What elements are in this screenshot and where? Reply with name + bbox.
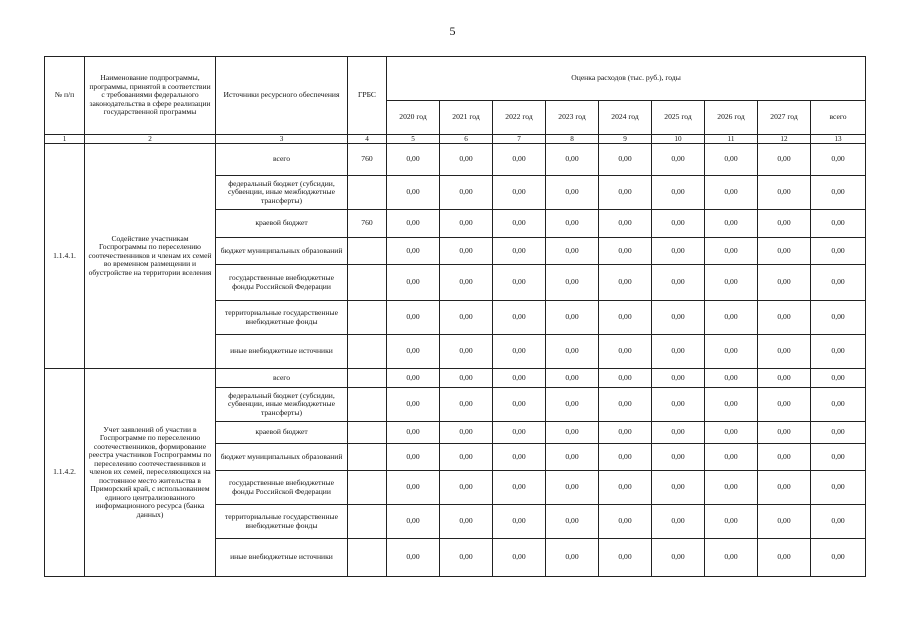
year-value: 0,00 — [387, 301, 440, 335]
year-value: 0,00 — [652, 539, 705, 577]
header-year: 2024 год — [599, 101, 652, 135]
year-value: 0,00 — [652, 471, 705, 505]
header-year: 2023 год — [546, 101, 599, 135]
year-value: 0,00 — [652, 335, 705, 369]
year-value: 0,00 — [493, 176, 546, 210]
year-value: 0,00 — [493, 301, 546, 335]
year-value: 0,00 — [758, 388, 811, 422]
total-value: 0,00 — [811, 388, 866, 422]
year-value: 0,00 — [705, 369, 758, 388]
grbs-code — [348, 471, 387, 505]
funding-source: федеральный бюджет (субсидии, субвенции, иные межбюджетные трансферты) — [216, 388, 348, 422]
year-value: 0,00 — [758, 176, 811, 210]
funding-source: территориальные государственные внебюджетные фонды — [216, 505, 348, 539]
year-value: 0,00 — [493, 388, 546, 422]
year-value: 0,00 — [599, 539, 652, 577]
year-value: 0,00 — [705, 238, 758, 265]
header-estimate: Оценка расходов (тыс. руб.), годы — [387, 57, 866, 101]
header-name: Наименование подпрограммы, программы, принятой в соответствии с требованиями федерального законодательства в сфере реализации государственной программы — [85, 57, 216, 135]
year-value: 0,00 — [546, 369, 599, 388]
year-value: 0,00 — [652, 422, 705, 444]
total-value: 0,00 — [811, 539, 866, 577]
year-value: 0,00 — [387, 388, 440, 422]
header-year: 2025 год — [652, 101, 705, 135]
total-value: 0,00 — [811, 265, 866, 301]
grbs-code — [348, 505, 387, 539]
total-value: 0,00 — [811, 176, 866, 210]
total-value: 0,00 — [811, 422, 866, 444]
grbs-code — [348, 335, 387, 369]
year-value: 0,00 — [599, 388, 652, 422]
year-value: 0,00 — [387, 176, 440, 210]
year-value: 0,00 — [440, 388, 493, 422]
year-value: 0,00 — [758, 369, 811, 388]
grbs-code — [348, 238, 387, 265]
year-value: 0,00 — [546, 505, 599, 539]
year-value: 0,00 — [493, 422, 546, 444]
section-name: Учет заявлений об участии в Госпрограмме по переселению соотечественников, формирование реестра участников Госпрограммы по переселению соотечественников и членов их семей, переселяющихся на постоянное место жительства в Приморский край, с использованием единого централизованного информационного ресурса (банка данных) — [85, 369, 216, 577]
year-value: 0,00 — [758, 210, 811, 238]
header-year: 2026 год — [705, 101, 758, 135]
table-row — [45, 144, 866, 176]
year-value: 0,00 — [546, 238, 599, 265]
year-value: 0,00 — [493, 444, 546, 471]
table-body — [45, 144, 866, 577]
year-value: 0,00 — [440, 471, 493, 505]
column-index: 5 — [387, 135, 440, 144]
year-value: 0,00 — [387, 238, 440, 265]
year-value: 0,00 — [652, 505, 705, 539]
year-value: 0,00 — [705, 388, 758, 422]
year-value: 0,00 — [705, 539, 758, 577]
year-value: 0,00 — [705, 265, 758, 301]
year-value: 0,00 — [546, 210, 599, 238]
year-value: 0,00 — [387, 210, 440, 238]
year-value: 0,00 — [758, 444, 811, 471]
column-index: 13 — [811, 135, 866, 144]
grbs-code — [348, 265, 387, 301]
header-year: 2020 год — [387, 101, 440, 135]
year-value: 0,00 — [387, 335, 440, 369]
funding-source: бюджет муниципальных образований — [216, 238, 348, 265]
year-value: 0,00 — [546, 265, 599, 301]
year-value: 0,00 — [387, 144, 440, 176]
column-index: 2 — [85, 135, 216, 144]
year-value: 0,00 — [493, 210, 546, 238]
year-value: 0,00 — [705, 444, 758, 471]
total-value: 0,00 — [811, 444, 866, 471]
year-value: 0,00 — [599, 301, 652, 335]
year-value: 0,00 — [440, 265, 493, 301]
column-index: 1 — [45, 135, 85, 144]
year-value: 0,00 — [387, 471, 440, 505]
total-value: 0,00 — [811, 471, 866, 505]
year-value: 0,00 — [440, 369, 493, 388]
year-value: 0,00 — [705, 301, 758, 335]
column-index: 12 — [758, 135, 811, 144]
year-value: 0,00 — [493, 539, 546, 577]
funding-source: всего — [216, 144, 348, 176]
grbs-code — [348, 444, 387, 471]
year-value: 0,00 — [599, 471, 652, 505]
table-header — [45, 57, 866, 144]
year-value: 0,00 — [440, 301, 493, 335]
funding-source: государственные внебюджетные фонды Российской Федерации — [216, 265, 348, 301]
header-year: 2021 год — [440, 101, 493, 135]
year-value: 0,00 — [652, 210, 705, 238]
year-value: 0,00 — [652, 301, 705, 335]
year-value: 0,00 — [493, 369, 546, 388]
section-code: 1.1.4.1. — [45, 144, 85, 369]
year-value: 0,00 — [493, 505, 546, 539]
header-year: 2022 год — [493, 101, 546, 135]
year-value: 0,00 — [705, 471, 758, 505]
year-value: 0,00 — [387, 369, 440, 388]
year-value: 0,00 — [599, 444, 652, 471]
year-value: 0,00 — [758, 144, 811, 176]
table-row — [45, 369, 866, 388]
section-name: Содействие участникам Госпрограммы по переселению соотечественников и членам их семей во временном размещении и обустройстве на территории вселения — [85, 144, 216, 369]
total-value: 0,00 — [811, 301, 866, 335]
year-value: 0,00 — [546, 471, 599, 505]
total-value: 0,00 — [811, 505, 866, 539]
year-value: 0,00 — [652, 444, 705, 471]
year-value: 0,00 — [440, 505, 493, 539]
year-value: 0,00 — [440, 444, 493, 471]
column-index: 11 — [705, 135, 758, 144]
year-value: 0,00 — [705, 335, 758, 369]
budget-table — [44, 56, 866, 577]
year-value: 0,00 — [758, 471, 811, 505]
year-value: 0,00 — [652, 265, 705, 301]
year-value: 0,00 — [705, 210, 758, 238]
grbs-code — [348, 176, 387, 210]
year-value: 0,00 — [440, 238, 493, 265]
year-value: 0,00 — [652, 144, 705, 176]
year-value: 0,00 — [599, 210, 652, 238]
column-index: 8 — [546, 135, 599, 144]
funding-source: иные внебюджетные источники — [216, 539, 348, 577]
year-value: 0,00 — [440, 144, 493, 176]
funding-source: государственные внебюджетные фонды Российской Федерации — [216, 471, 348, 505]
column-index: 7 — [493, 135, 546, 144]
year-value: 0,00 — [758, 238, 811, 265]
year-value: 0,00 — [705, 176, 758, 210]
year-value: 0,00 — [440, 422, 493, 444]
year-value: 0,00 — [599, 422, 652, 444]
year-value: 0,00 — [758, 505, 811, 539]
column-index: 10 — [652, 135, 705, 144]
total-value: 0,00 — [811, 369, 866, 388]
section-code: 1.1.4.2. — [45, 369, 85, 577]
year-value: 0,00 — [440, 335, 493, 369]
header-grbs: ГРБС — [348, 57, 387, 135]
total-value: 0,00 — [811, 335, 866, 369]
column-index: 9 — [599, 135, 652, 144]
column-index: 6 — [440, 135, 493, 144]
year-value: 0,00 — [705, 505, 758, 539]
year-value: 0,00 — [546, 388, 599, 422]
year-value: 0,00 — [546, 144, 599, 176]
year-value: 0,00 — [387, 444, 440, 471]
column-index-row — [45, 135, 866, 144]
funding-source: бюджет муниципальных образований — [216, 444, 348, 471]
funding-source: иные внебюджетные источники — [216, 335, 348, 369]
year-value: 0,00 — [546, 539, 599, 577]
year-value: 0,00 — [546, 444, 599, 471]
page-number: 5 — [449, 24, 456, 38]
funding-source: краевой бюджет — [216, 422, 348, 444]
grbs-code: 760 — [348, 144, 387, 176]
total-value: 0,00 — [811, 210, 866, 238]
column-index: 4 — [348, 135, 387, 144]
header-num: № п/п — [45, 57, 85, 135]
header-total: всего — [811, 101, 866, 135]
grbs-code — [348, 369, 387, 388]
year-value: 0,00 — [599, 265, 652, 301]
year-value: 0,00 — [599, 369, 652, 388]
year-value: 0,00 — [758, 422, 811, 444]
year-value: 0,00 — [705, 144, 758, 176]
year-value: 0,00 — [387, 265, 440, 301]
year-value: 0,00 — [599, 505, 652, 539]
grbs-code — [348, 388, 387, 422]
header-source: Источники ресурсного обеспечения — [216, 57, 348, 135]
year-value: 0,00 — [599, 176, 652, 210]
grbs-code — [348, 301, 387, 335]
grbs-code: 760 — [348, 210, 387, 238]
year-value: 0,00 — [493, 238, 546, 265]
year-value: 0,00 — [599, 144, 652, 176]
year-value: 0,00 — [440, 210, 493, 238]
year-value: 0,00 — [546, 176, 599, 210]
year-value: 0,00 — [440, 176, 493, 210]
funding-source: федеральный бюджет (субсидии, субвенции, иные межбюджетные трансферты) — [216, 176, 348, 210]
funding-source: территориальные государственные внебюджетные фонды — [216, 301, 348, 335]
year-value: 0,00 — [758, 265, 811, 301]
year-value: 0,00 — [440, 539, 493, 577]
header-year: 2027 год — [758, 101, 811, 135]
funding-source: всего — [216, 369, 348, 388]
total-value: 0,00 — [811, 144, 866, 176]
year-value: 0,00 — [546, 301, 599, 335]
year-value: 0,00 — [758, 539, 811, 577]
year-value: 0,00 — [599, 238, 652, 265]
year-value: 0,00 — [652, 388, 705, 422]
year-value: 0,00 — [493, 265, 546, 301]
column-index: 3 — [216, 135, 348, 144]
year-value: 0,00 — [493, 144, 546, 176]
year-value: 0,00 — [705, 422, 758, 444]
total-value: 0,00 — [811, 238, 866, 265]
year-value: 0,00 — [652, 238, 705, 265]
year-value: 0,00 — [758, 335, 811, 369]
year-value: 0,00 — [387, 505, 440, 539]
year-value: 0,00 — [387, 422, 440, 444]
year-value: 0,00 — [493, 335, 546, 369]
year-value: 0,00 — [599, 335, 652, 369]
year-value: 0,00 — [387, 539, 440, 577]
year-value: 0,00 — [758, 301, 811, 335]
year-value: 0,00 — [652, 369, 705, 388]
year-value: 0,00 — [652, 176, 705, 210]
grbs-code — [348, 422, 387, 444]
year-value: 0,00 — [493, 471, 546, 505]
year-value: 0,00 — [546, 422, 599, 444]
grbs-code — [348, 539, 387, 577]
funding-source: краевой бюджет — [216, 210, 348, 238]
year-value: 0,00 — [546, 335, 599, 369]
